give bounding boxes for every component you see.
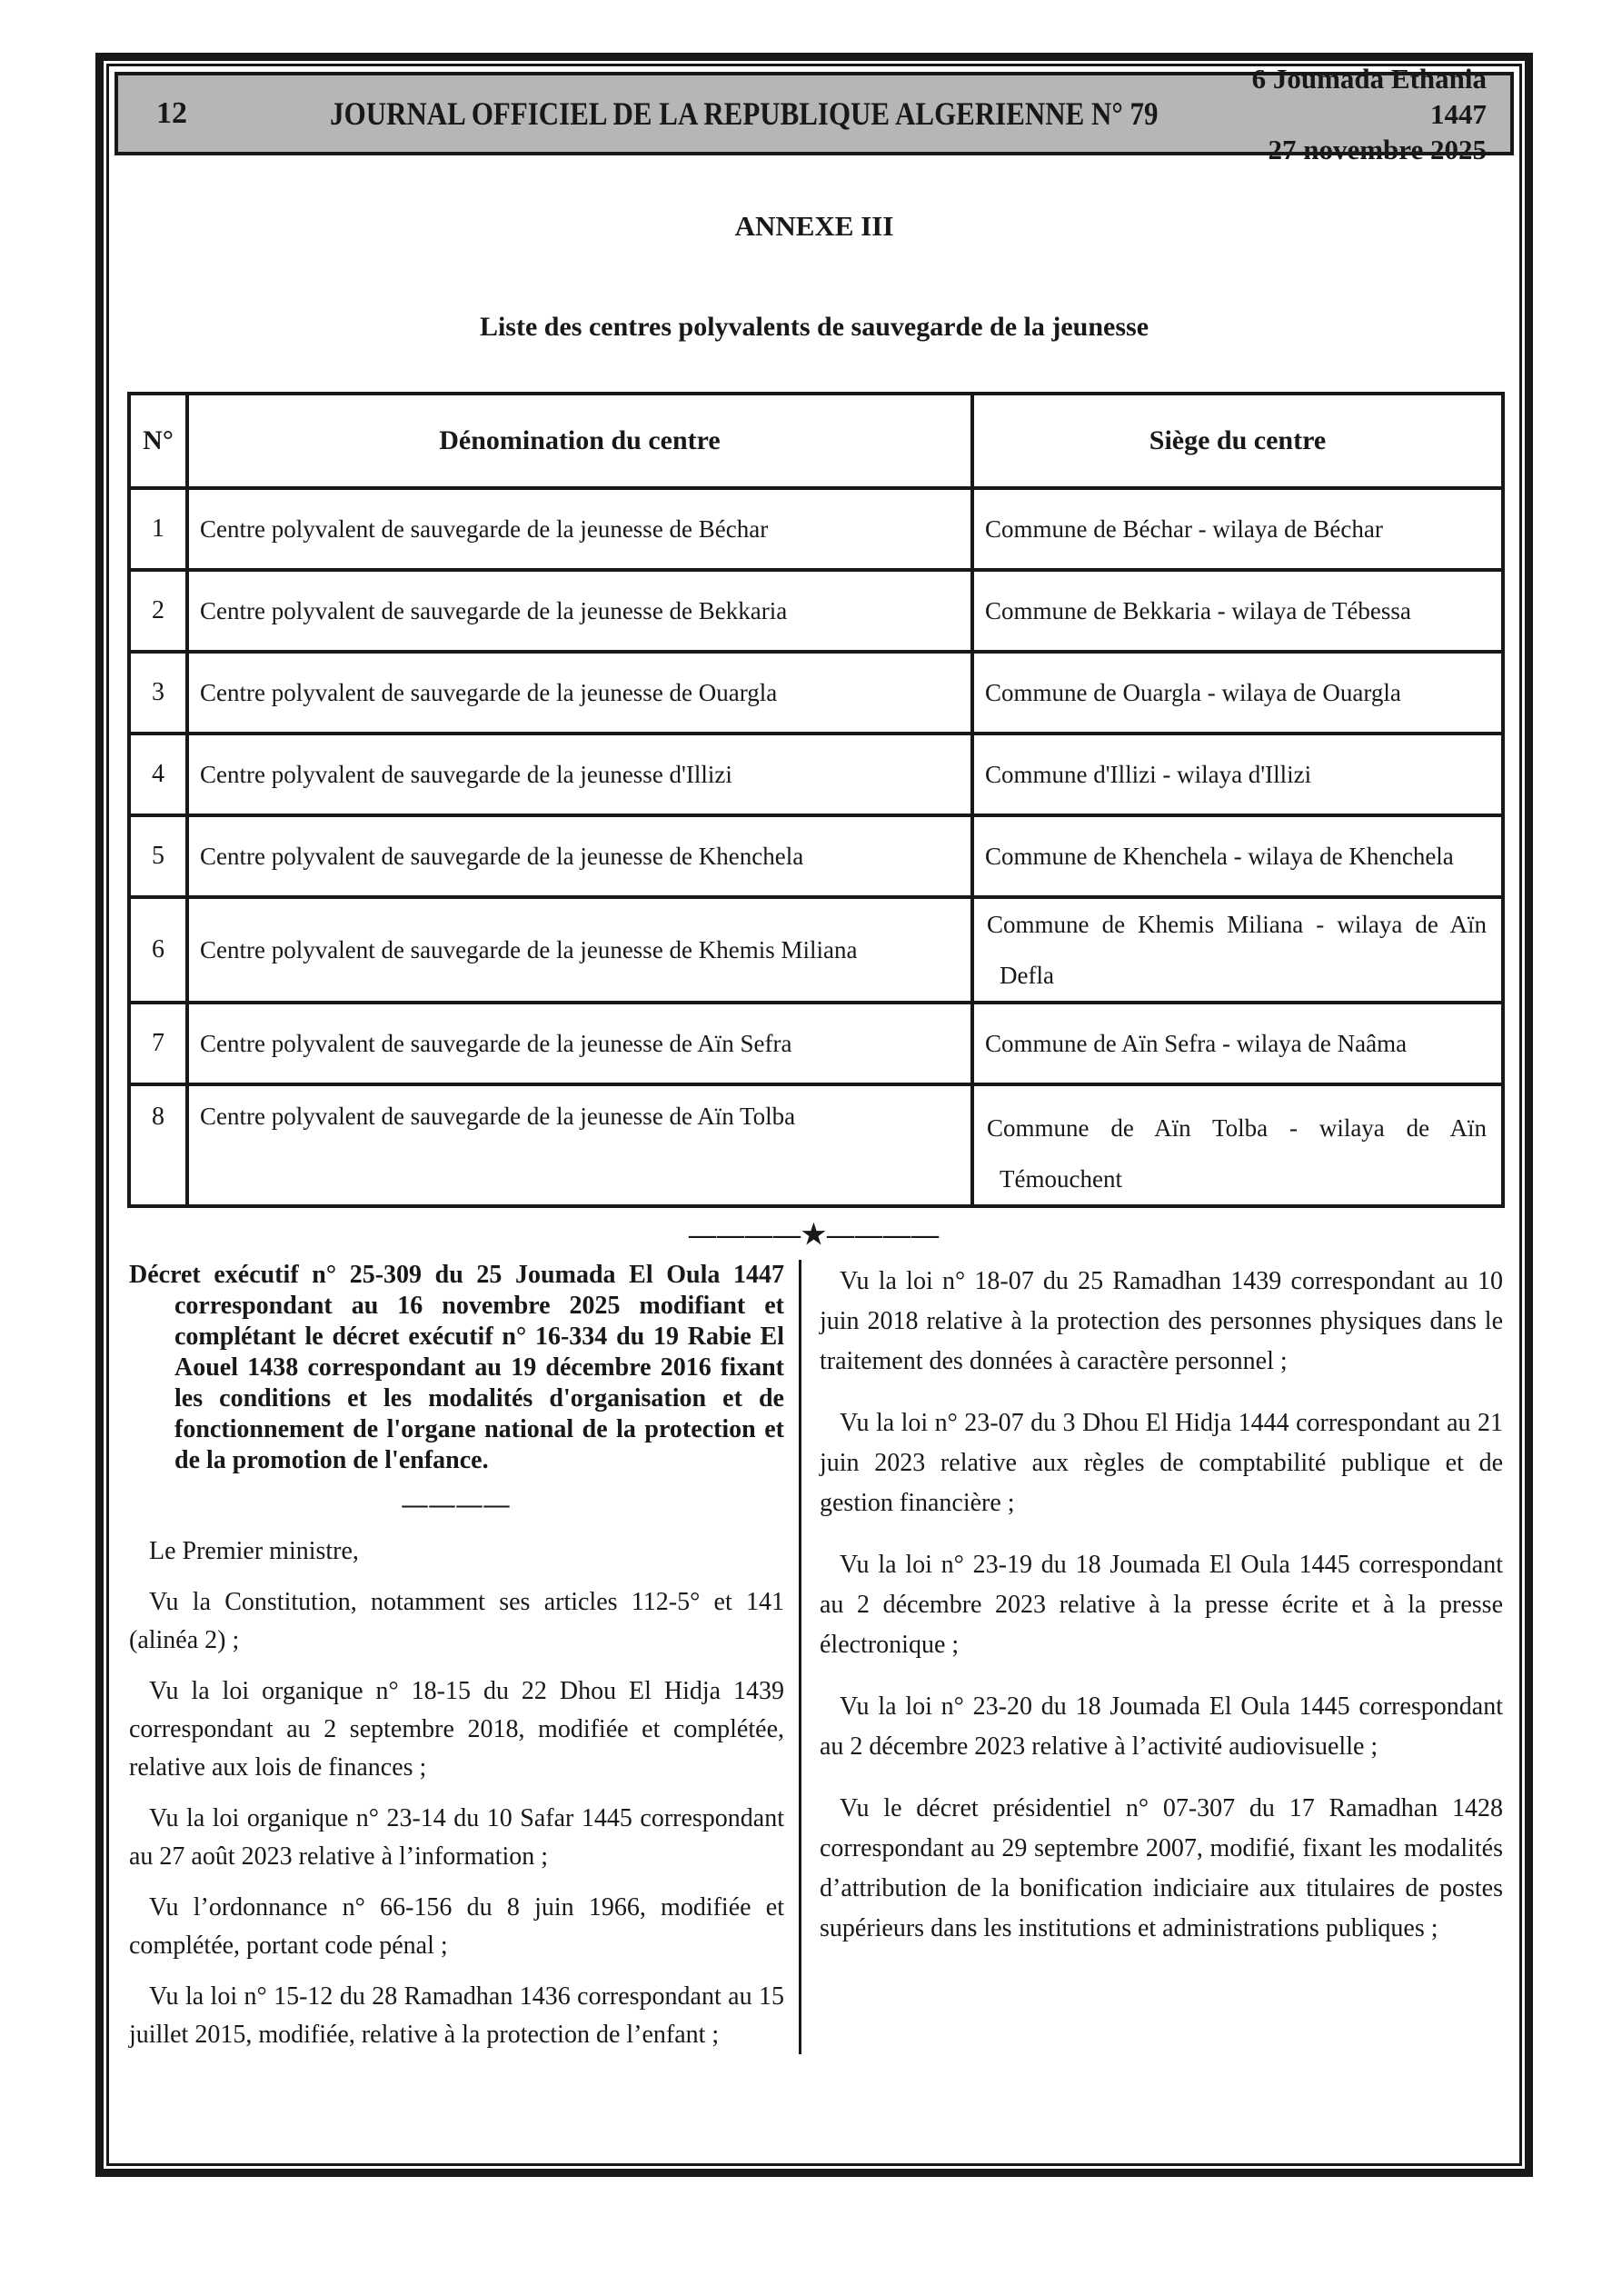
decree-paragraph: Vu la loi n° 23-20 du 18 Joumada El Oula 1445 correspondant au 2 décembre 2023 relative à l’activité audiovisuelle ; bbox=[820, 1692, 1503, 1761]
row-siege: Commune de Béchar - wilaya de Béchar bbox=[972, 488, 1503, 570]
table-header-row bbox=[129, 394, 1503, 488]
table-row bbox=[129, 1084, 1503, 1206]
row-denomination: Centre polyvalent de sauvegarde de la jeunesse de Béchar bbox=[187, 488, 972, 570]
table-row bbox=[129, 652, 1503, 734]
decree-paragraph: Vu la loi organique n° 18-15 du 22 Dhou El Hidja 1439 correspondant au 2 septembre 2018, modifiée et complétée, relative aux lois de finances ; bbox=[129, 1677, 784, 1782]
centres-table bbox=[127, 392, 1505, 1208]
decree-paragraph: Vu la loi n° 18-07 du 25 Ramadhan 1439 correspondant au 10 juin 2018 relative à la protection des personnes physiques dans le traitement des données à caractère personnel ; bbox=[820, 1267, 1503, 1375]
decree-paragraph: Vu le décret présidentiel n° 07-307 du 17 Ramadhan 1428 correspondant au 29 septembre 2007, modifié, fixant les modalités d’attribution de la bonification indiciaire aux titulaires de postes supérieurs dans les institutions et administrations publiques ; bbox=[820, 1794, 1503, 1942]
row-number: 2 bbox=[129, 570, 187, 652]
row-siege: Commune d'Illizi - wilaya d'Illizi bbox=[972, 734, 1503, 815]
page-number: 12 bbox=[156, 96, 187, 130]
row-denomination: Centre polyvalent de sauvegarde de la jeunesse de Khemis Miliana bbox=[187, 897, 972, 1003]
right-column bbox=[801, 1260, 1503, 2054]
row-denomination: Centre polyvalent de sauvegarde de la jeunesse de Bekkaria bbox=[187, 570, 972, 652]
decree-paragraph: Vu l’ordonnance n° 66-156 du 8 juin 1966, modifiée et complétée, portant code pénal ; bbox=[129, 1893, 784, 1960]
annexe-subtitle: Liste des centres polyvalents de sauvegarde de la jeunesse bbox=[479, 312, 1149, 342]
journal-title-wrap bbox=[263, 95, 1226, 133]
annexe-title: ANNEXE III bbox=[734, 210, 894, 242]
row-siege: Commune de Bekkaria - wilaya de Tébessa bbox=[972, 570, 1503, 652]
row-siege: Commune de Aïn Sefra - wilaya de Naâma bbox=[972, 1003, 1503, 1084]
column-header-num: N° bbox=[129, 394, 187, 488]
decree-paragraph: Vu la loi n° 23-07 du 3 Dhou El Hidja 1444 correspondant au 21 juin 2023 relative aux règles de comptabilité publique et de gestion financière ; bbox=[820, 1409, 1503, 1517]
left-column bbox=[129, 1260, 799, 2054]
row-siege: Commune de Ouargla - wilaya de Ouargla bbox=[972, 652, 1503, 734]
row-siege: Commune de Khenchela - wilaya de Khenchela bbox=[972, 815, 1503, 897]
date-hijri: 6 Joumada Ethania 1447 bbox=[1251, 62, 1487, 130]
journal-title: JOURNAL OFFICIEL DE LA REPUBLIQUE ALGERIENNE N° 79 bbox=[329, 95, 1159, 132]
table-row bbox=[129, 570, 1503, 652]
table-row bbox=[129, 897, 1503, 1003]
table-row bbox=[129, 815, 1503, 897]
decree-paragraph: Vu la loi organique n° 23-14 du 10 Safar 1445 correspondant au 27 août 2023 relative à l’information ; bbox=[129, 1804, 784, 1871]
left-paragraphs bbox=[129, 1532, 784, 2054]
dash-separator: ———— bbox=[402, 1491, 512, 1519]
row-number: 1 bbox=[129, 488, 187, 570]
row-number: 5 bbox=[129, 815, 187, 897]
page-frame bbox=[95, 53, 1533, 2177]
row-denomination: Centre polyvalent de sauvegarde de la jeunesse d'Illizi bbox=[187, 734, 972, 815]
decree-paragraph: Le Premier ministre, bbox=[149, 1537, 359, 1565]
star-separator: ————★———— bbox=[689, 1220, 940, 1250]
centres-table-body bbox=[129, 488, 1503, 1206]
row-number: 4 bbox=[129, 734, 187, 815]
column-header-denomination: Dénomination du centre bbox=[187, 394, 972, 488]
table-row bbox=[129, 488, 1503, 570]
row-number: 6 bbox=[129, 897, 187, 1003]
row-denomination: Centre polyvalent de sauvegarde de la jeunesse de Aïn Tolba bbox=[187, 1084, 972, 1206]
row-number: 8 bbox=[129, 1084, 187, 1206]
row-denomination: Centre polyvalent de sauvegarde de la jeunesse de Ouargla bbox=[187, 652, 972, 734]
column-header-siege: Siège du centre bbox=[972, 394, 1503, 488]
row-denomination: Centre polyvalent de sauvegarde de la jeunesse de Aïn Sefra bbox=[187, 1003, 972, 1084]
decree-columns bbox=[129, 1260, 1503, 2054]
table-row bbox=[129, 1003, 1503, 1084]
row-siege: Commune de Khemis Miliana - wilaya de Aïn Defla bbox=[972, 897, 1503, 1003]
page-header-band bbox=[114, 62, 1514, 165]
decree-paragraph: Vu la Constitution, notamment ses articles 112-5° et 141 (alinéa 2) ; bbox=[129, 1588, 784, 1654]
row-denomination: Centre polyvalent de sauvegarde de la jeunesse de Khenchela bbox=[187, 815, 972, 897]
row-number: 3 bbox=[129, 652, 187, 734]
decree-heading: Décret exécutif n° 25-309 du 25 Joumada El Oula 1447 correspondant au 16 novembre 2025 modifiant et complétant le décret exécutif n° 16-334 du 19 Rabie El Aouel 1438 correspondant au 19 décembre 2016 fixant les conditions et les modalités d'organisation et de fonctionnement de l'organe national de la protection et de la promotion de l'enfance. bbox=[129, 1261, 784, 1474]
date-gregorian: 27 novembre 2025 bbox=[1268, 133, 1487, 165]
row-number: 7 bbox=[129, 1003, 187, 1084]
page-frame-inner bbox=[106, 64, 1522, 2166]
table-row bbox=[129, 734, 1503, 815]
row-siege: Commune de Aïn Tolba - wilaya de Aïn Témouchent bbox=[972, 1084, 1503, 1206]
decree-paragraph: Vu la loi n° 23-19 du 18 Joumada El Oula 1445 correspondant au 2 décembre 2023 relative à la presse écrite et à la presse électronique ; bbox=[820, 1551, 1503, 1659]
issue-dates bbox=[1225, 61, 1510, 167]
decree-paragraph: Vu la loi n° 15-12 du 28 Ramadhan 1436 correspondant au 15 juillet 2015, modifiée, relative à la protection de l’enfant ; bbox=[129, 1982, 784, 2049]
